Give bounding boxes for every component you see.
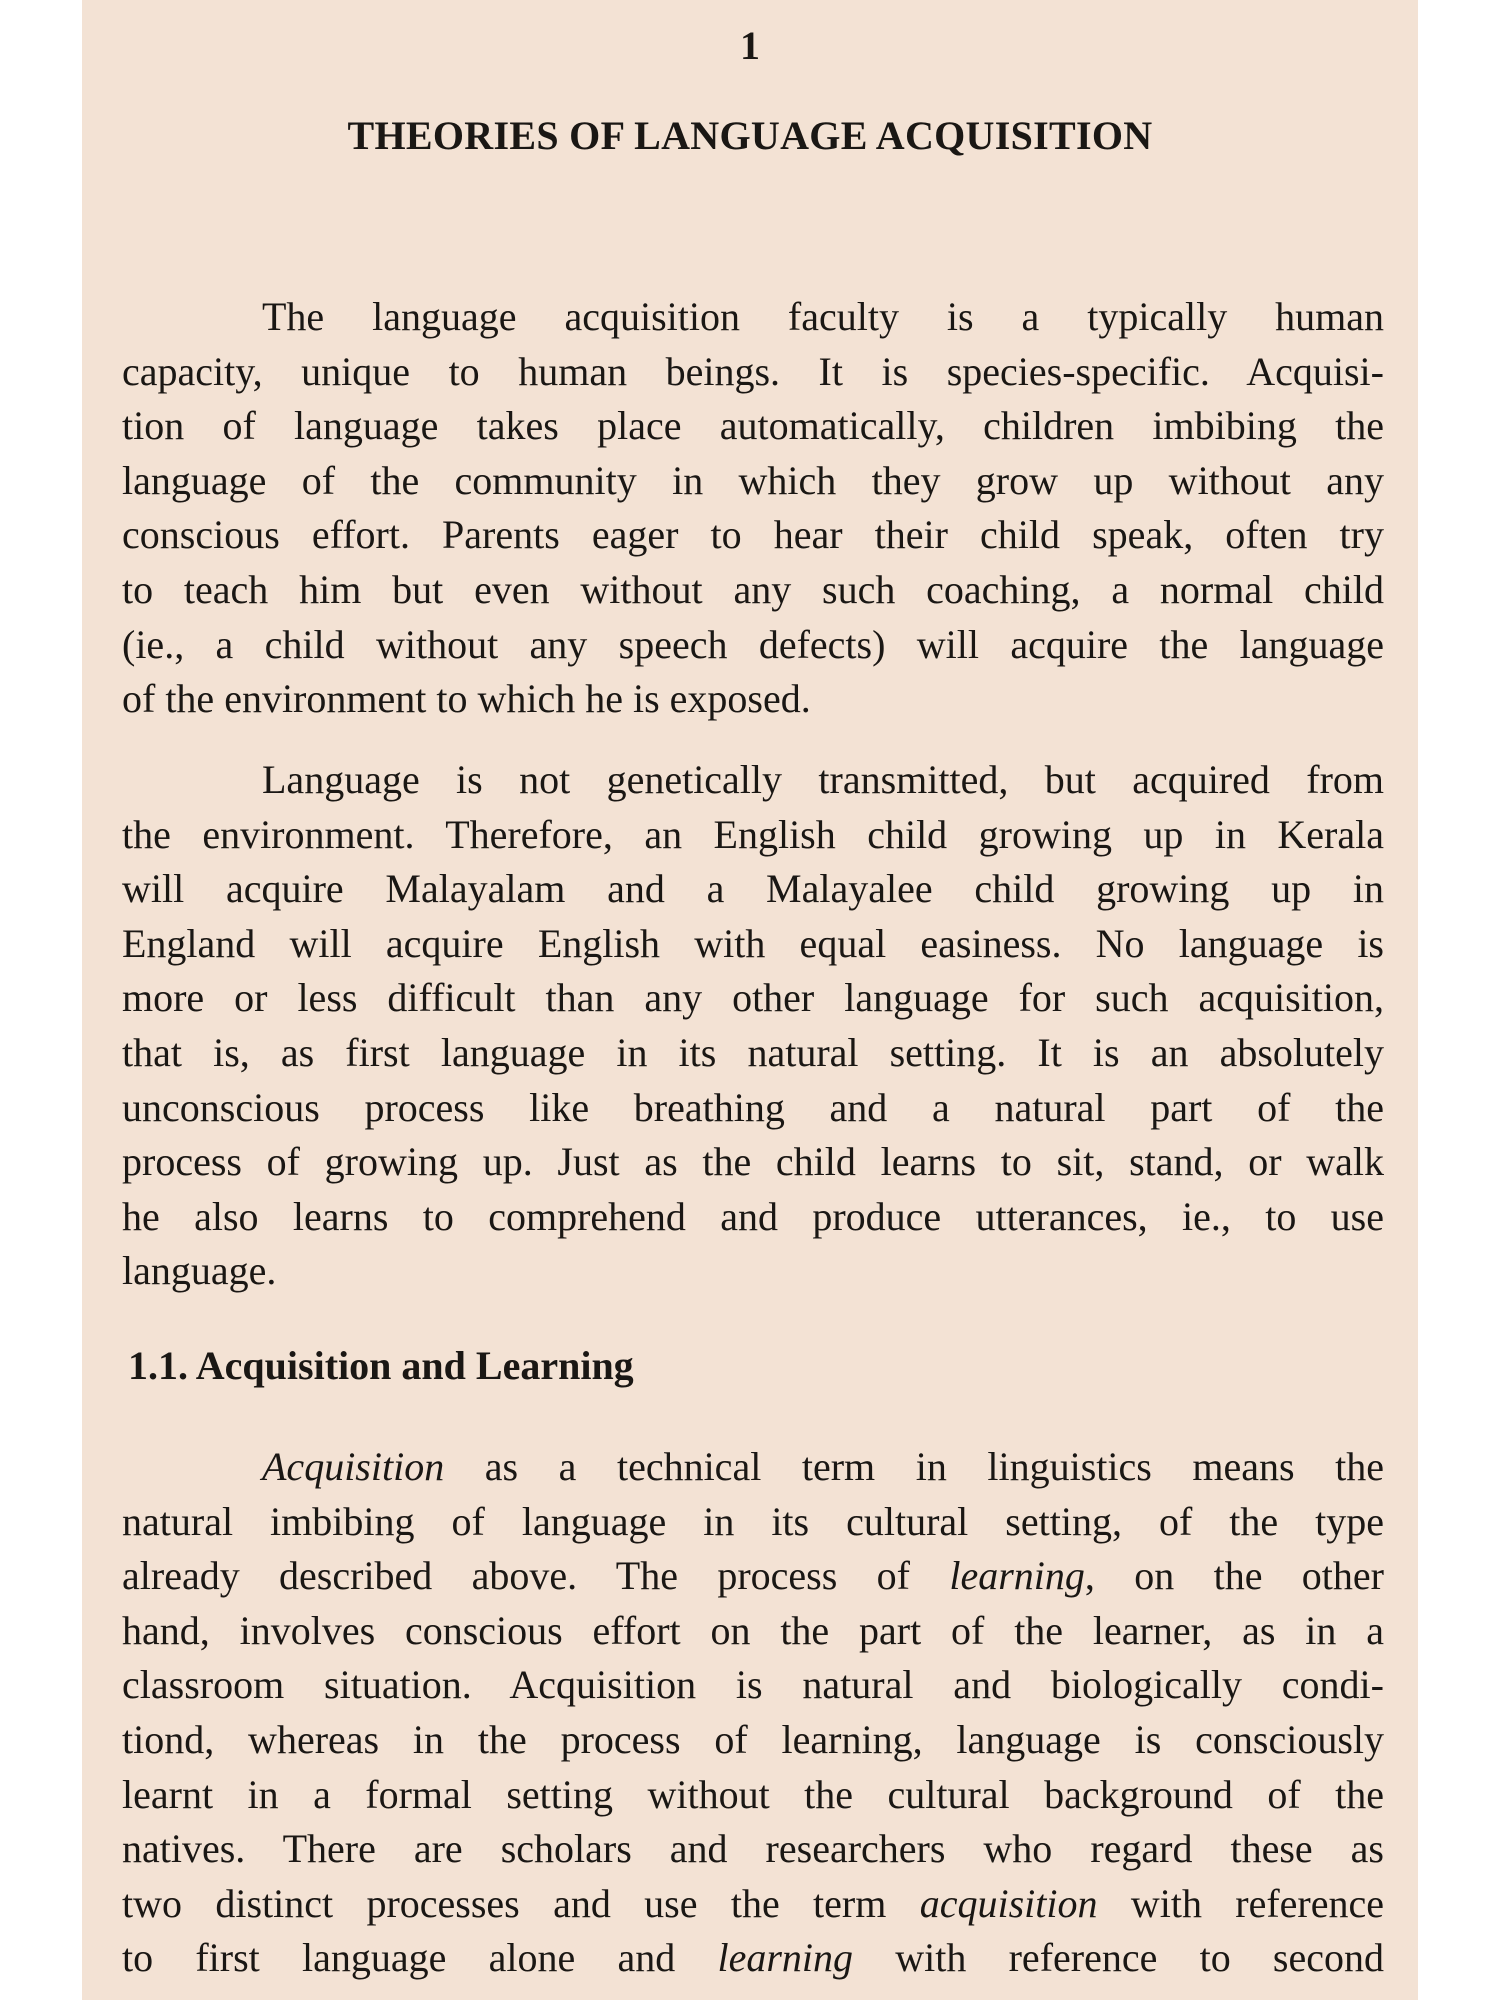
paragraph-1-line: (ie., a child without any speech defects) will acquire the language <box>122 621 1384 667</box>
italic-term: Acquisition <box>262 1444 445 1489</box>
paragraph-3-line <box>122 1877 1384 1932</box>
paragraph-3-line: tiond, whereas in the process of learning, language is consciously <box>122 1716 1384 1762</box>
chapter-title: THEORIES OF LANGUAGE ACQUISITION <box>347 113 1153 158</box>
paragraph-3 <box>122 1440 1384 1986</box>
paragraph-2-line: process of growing up. Just as the child learns to sit, stand, or walk <box>122 1139 1384 1185</box>
italic-term: acquisition <box>919 1880 1098 1926</box>
paragraph-1-line: conscious effort. Parents eager to hear their child speak, often try <box>122 512 1384 558</box>
paragraph-2-line: unconscious process like breathing and a natural part of the <box>122 1084 1384 1130</box>
text-run: as a technical term in linguistics means the <box>444 1444 1384 1489</box>
text-run: to first language alone and <box>122 1935 718 1981</box>
page-number: 1 <box>740 23 760 68</box>
paragraph-3-line <box>122 1931 1384 1986</box>
paragraph-3-line <box>122 1440 1384 1495</box>
paragraph-2-line: the environment. Therefore, an English child growing up in Kerala <box>122 811 1384 857</box>
paragraph-3-line: classroom situation. Acquisition is natural and biologically condi- <box>122 1662 1384 1708</box>
paragraph-2-line: language. <box>122 1248 277 1294</box>
paragraph-2-line: will acquire Malayalam and a Malayalee child growing up in <box>122 866 1384 912</box>
paragraph-1-line: to teach him but even without any such coaching, a normal child <box>122 566 1384 612</box>
text-run: already described above. The process of <box>122 1553 950 1599</box>
paragraph-3-line: natives. There are scholars and researchers who regard these as <box>122 1826 1384 1872</box>
text-run: with reference to second <box>853 1935 1385 1981</box>
paragraph-2 <box>122 753 1384 1299</box>
italic-term: learning <box>717 1935 854 1981</box>
italic-term: learning <box>949 1553 1085 1599</box>
paragraph-1-line: tion of language takes place automatically, children imbibing the <box>122 403 1384 449</box>
paragraph-1-line: capacity, unique to human beings. It is species-specific. Acquisi- <box>122 348 1384 394</box>
paragraph-2-line: he also learns to comprehend and produce utterances, ie., to use <box>122 1193 1384 1239</box>
paragraph-1 <box>122 290 1384 727</box>
paragraph-2-line: more or less difficult than any other language for such acquisition, <box>122 975 1384 1021</box>
book-page <box>82 0 1418 2000</box>
paragraph-2-line: England will acquire English with equal easiness. No language is <box>122 920 1384 966</box>
paragraph-2-line: Language is not genetically transmitted, but acquired from <box>262 757 1384 802</box>
text-run: with reference <box>1097 1880 1385 1926</box>
paragraph-2-line: that is, as first language in its natural setting. It is an absolutely <box>122 1029 1384 1075</box>
text-run: , on the other <box>1084 1553 1384 1599</box>
paragraph-3-line: learnt in a formal setting without the cultural background of the <box>122 1771 1384 1817</box>
text-run: two distinct processes and use the term <box>122 1880 920 1926</box>
paragraph-1-line: The language acquisition faculty is a typically human <box>262 294 1384 339</box>
paragraph-1-line: of the environment to which he is exposed. <box>122 676 811 722</box>
paragraph-3-line: natural imbibing of language in its cultural setting, of the type <box>122 1498 1384 1544</box>
paragraph-3-line <box>122 1549 1384 1604</box>
paragraph-3-line: hand, involves conscious effort on the part of the learner, as in a <box>122 1607 1384 1653</box>
paragraph-1-line: language of the community in which they grow up without any <box>122 457 1384 503</box>
section-heading: 1.1. Acquisition and Learning <box>128 1343 634 1388</box>
